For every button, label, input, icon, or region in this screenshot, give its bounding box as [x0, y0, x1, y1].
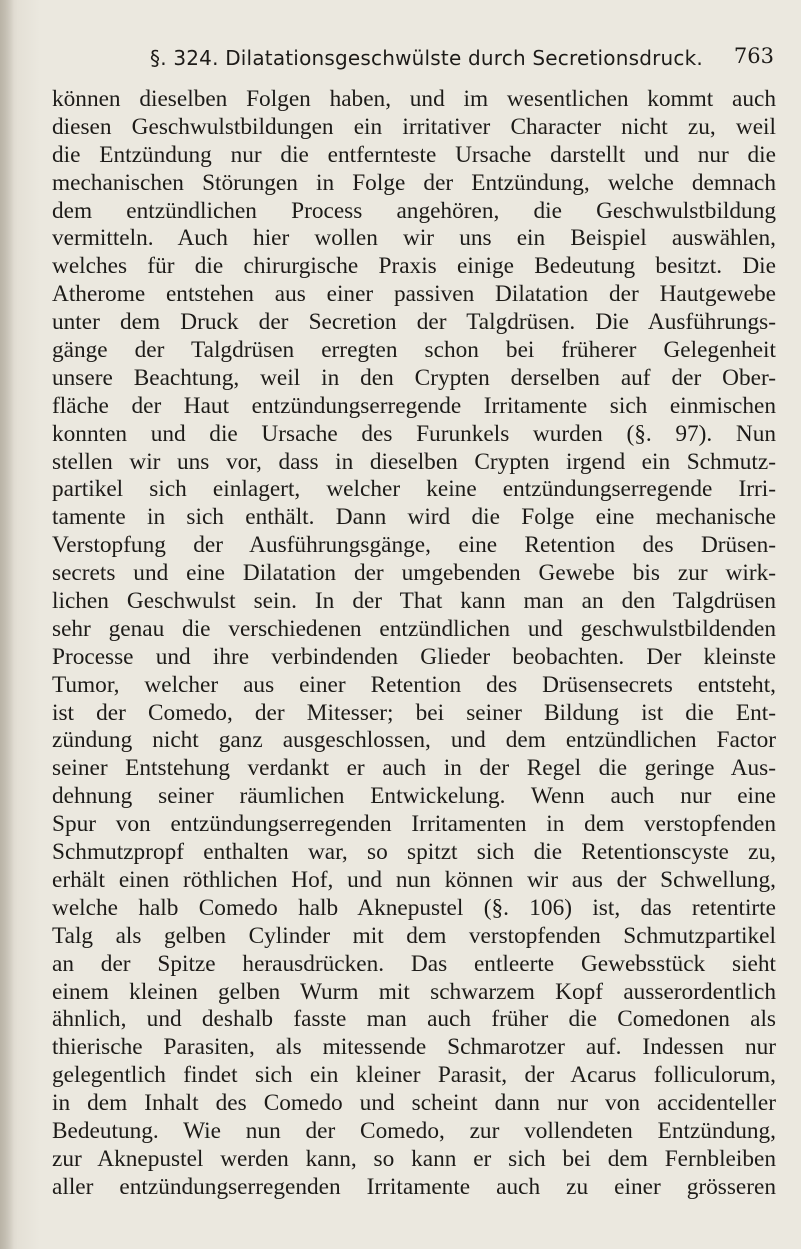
text-line: zündung nicht ganz ausgeschlossen, und dem entzündlichen Factor	[52, 727, 776, 754]
page-number: 763	[733, 44, 774, 68]
body-text	[52, 86, 776, 1202]
text-line: gänge der Talgdrüsen erregten schon bei früherer Gelegenheit	[52, 337, 776, 364]
text-line: stellen wir uns vor, dass in dieselben Crypten irgend ein Schmutz-	[52, 448, 776, 475]
text-line: Processe und ihre verbindenden Glieder beobachten. Der kleinste	[52, 643, 776, 670]
text-line: gelegentlich findet sich ein kleiner Parasit, der Acarus folliculorum,	[52, 1062, 776, 1089]
text-line: unter dem Druck der Secretion der Talgdrüsen. Die Ausführungs-	[52, 309, 776, 336]
text-line: Spur von entzündungserregenden Irritamenten in dem verstopfenden	[52, 811, 776, 838]
text-line: können dieselben Folgen haben, und im wesentlichen kommt auch	[52, 86, 776, 112]
text-line: welches für die chirurgische Praxis einige Bedeutung besitzt. Die	[52, 253, 776, 280]
text-line: ist der Comedo, der Mitesser; bei seiner Bildung ist die Ent-	[52, 699, 776, 726]
text-line: die Entzündung nur die entfernteste Ursache darstellt und nur die	[52, 141, 776, 168]
text-line: lichen Geschwulst sein. In der That kann man an den Talgdrüsen	[52, 588, 776, 615]
text-line: diesen Geschwulstbildungen ein irritativer Character nicht zu, weil	[52, 113, 776, 140]
text-line: ähnlich, und deshalb fasste man auch früher die Comedonen als	[52, 1006, 776, 1033]
text-line: dehnung seiner räumlichen Entwickelung. Wenn auch nur eine	[52, 783, 776, 810]
text-line: Verstopfung der Ausführungsgänge, eine Retention des Drüsen-	[52, 532, 776, 559]
text-line: zur Aknepustel werden kann, so kann er sich bei dem Fernbleiben	[52, 1145, 776, 1172]
text-line: partikel sich einlagert, welcher keine entzündungserregende Irri-	[52, 476, 776, 503]
text-line: aller entzündungserregenden Irritamente auch zu einer grösseren	[52, 1173, 776, 1200]
page-binding-shadow	[0, 0, 14, 1249]
text-line: Tumor, welcher aus einer Retention des Drüsensecrets entsteht,	[52, 671, 776, 698]
text-line: dem entzündlichen Process angehören, die Geschwulstbildung	[52, 197, 776, 224]
text-line: sehr genau die verschiedenen entzündlichen und geschwulstbildenden	[52, 615, 776, 642]
text-line: vermitteln. Auch hier wollen wir uns ein Beispiel auswählen,	[52, 225, 776, 252]
text-line: mechanischen Störungen in Folge der Entzündung, welche demnach	[52, 169, 776, 196]
text-line: Schmutzpropf enthalten war, so spitzt sich die Retentionscyste zu,	[52, 839, 776, 866]
text-line: einem kleinen gelben Wurm mit schwarzem Kopf ausserordentlich	[52, 978, 776, 1005]
text-line: seiner Entstehung verdankt er auch in der Regel die geringe Aus-	[52, 755, 776, 782]
text-line: tamente in sich enthält. Dann wird die Folge eine mechanische	[52, 504, 776, 531]
text-line: thierische Parasiten, als mitessende Schmarotzer auf. Indessen nur	[52, 1034, 776, 1061]
text-line: konnten und die Ursache des Furunkels wurden (§. 97). Nun	[52, 420, 776, 447]
text-line: Talg als gelben Cylinder mit dem verstopfenden Schmutzpartikel	[52, 922, 776, 949]
section-heading: §. 324. Dilatationsgeschwülste durch Secretionsdruck.	[150, 46, 703, 70]
running-header	[150, 38, 774, 72]
text-line: in dem Inhalt des Comedo und scheint dann nur von accidenteller	[52, 1090, 776, 1117]
text-line: welche halb Comedo halb Aknepustel (§. 106) ist, das retentirte	[52, 894, 776, 921]
text-line: Bedeutung. Wie nun der Comedo, zur vollendeten Entzündung,	[52, 1117, 776, 1144]
text-line: secrets und eine Dilatation der umgebenden Gewebe bis zur wirk-	[52, 560, 776, 587]
text-line: fläche der Haut entzündungserregende Irritamente sich einmischen	[52, 392, 776, 419]
text-line: erhält einen röthlichen Hof, und nun können wir aus der Schwellung,	[52, 866, 776, 893]
text-line: unsere Beachtung, weil in den Crypten derselben auf der Ober-	[52, 364, 776, 391]
text-line: an der Spitze herausdrücken. Das entleerte Gewebsstück sieht	[52, 950, 776, 977]
text-line: Atherome entstehen aus einer passiven Dilatation der Hautgewebe	[52, 281, 776, 308]
